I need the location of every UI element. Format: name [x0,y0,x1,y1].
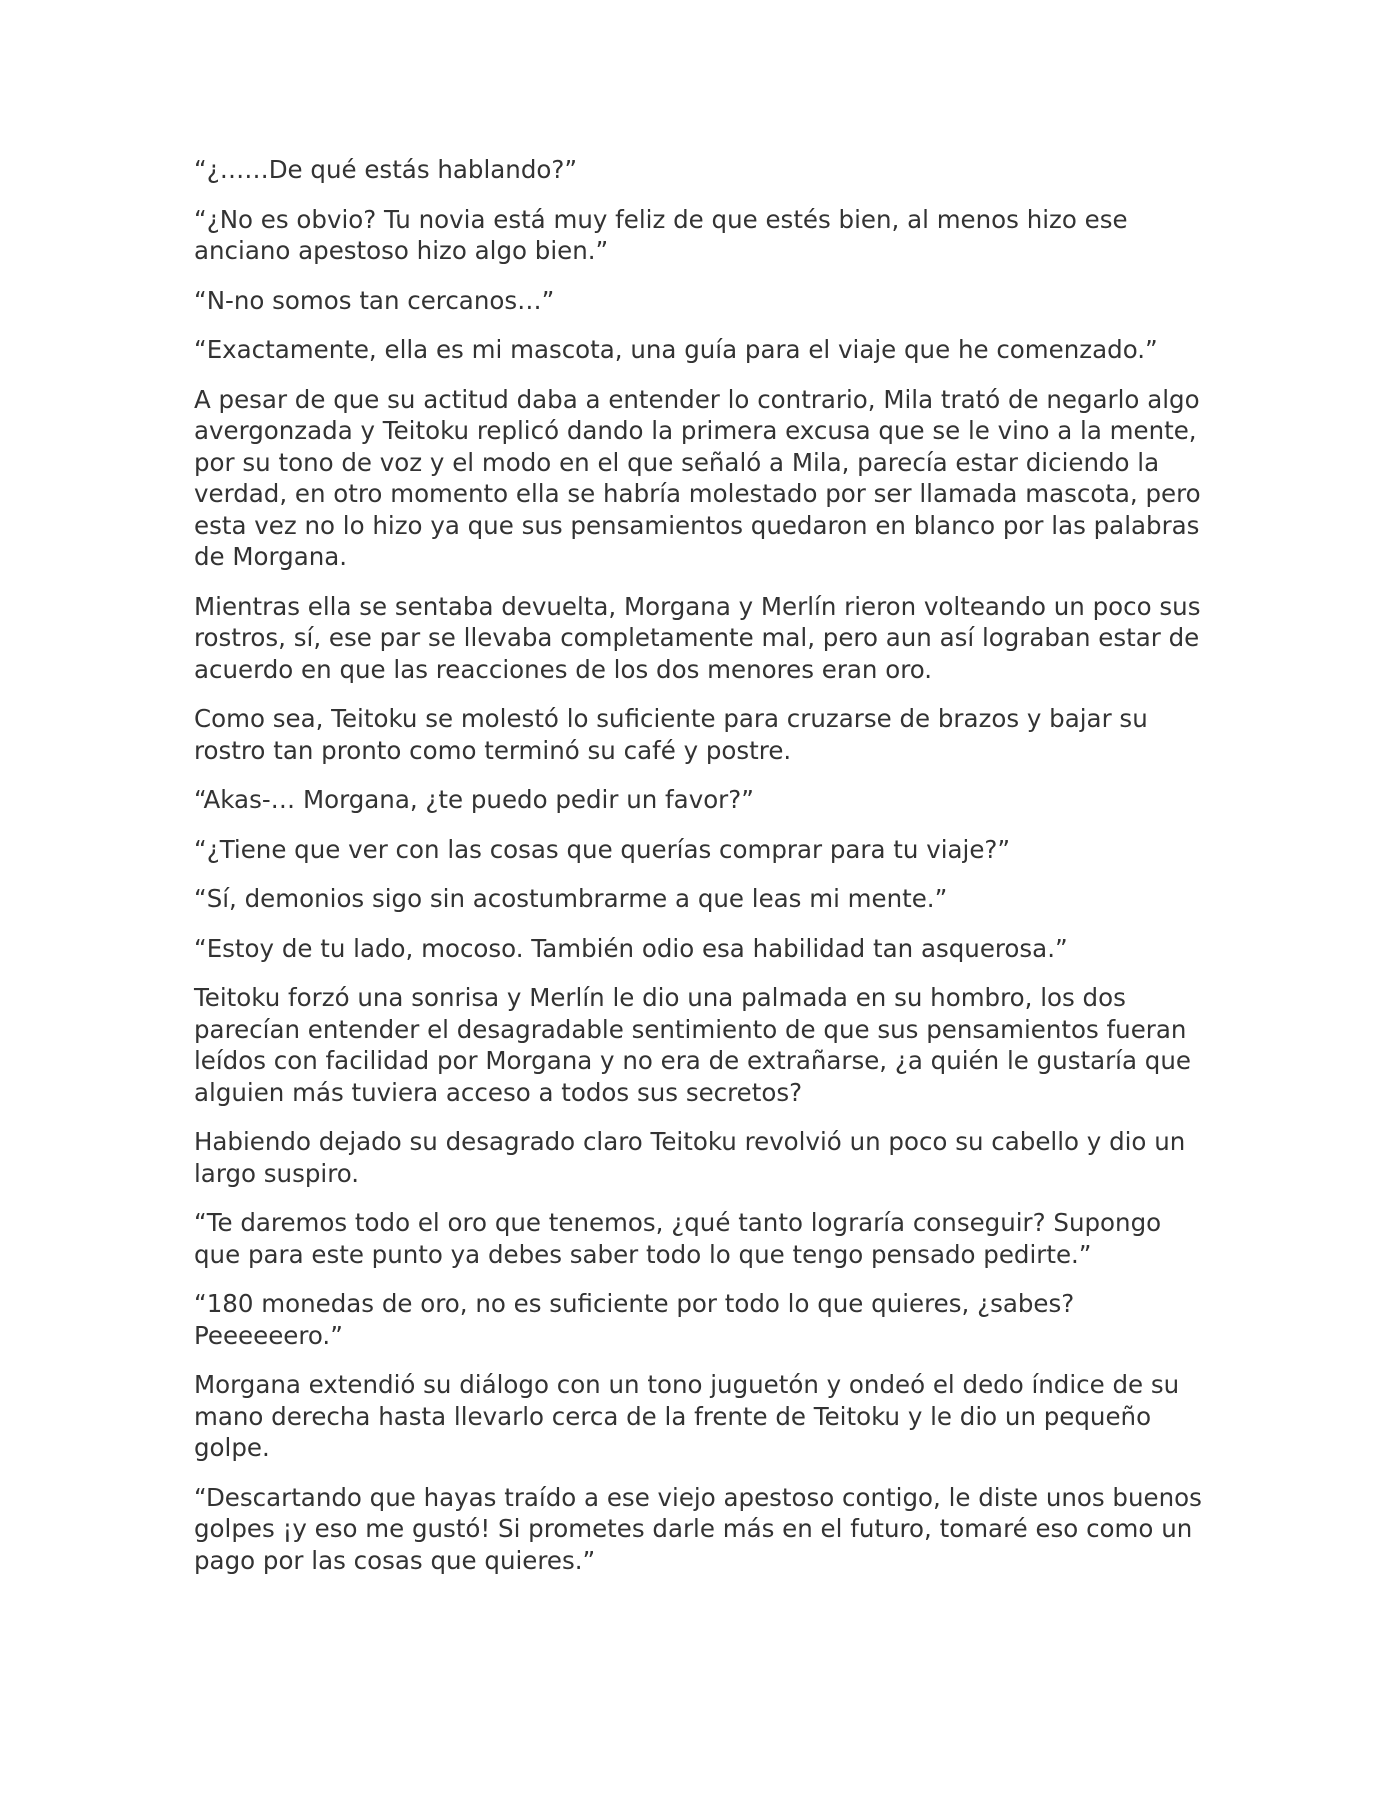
paragraph: “180 monedas de oro, no es suficiente por todo lo que quieres, ¿sabes? Peeeeeero.” [194,1289,1075,1350]
paragraph: “Akas-… Morgana, ¿te puedo pedir un favor?” [194,785,754,814]
paragraph: “Sí, demonios sigo sin acostumbrarme a que leas mi mente.” [194,884,948,913]
paragraph: “¿……De qué estás hablando?” [194,155,578,184]
paragraph: “Te daremos todo el oro que tenemos, ¿qué tanto lograría conseguir? Supongo que para este punto ya debes saber todo lo que tengo pensado pedirte.” [194,1208,1162,1269]
paragraph: Mientras ella se sentaba devuelta, Morgana y Merlín rieron volteando un poco sus rostros, sí, ese par se llevaba completamente mal, pero aun así lograban estar de acuerdo en que las reacciones de los dos menores eran oro. [194,591,1201,684]
paragraph: Morgana extendió su diálogo con un tono juguetón y ondeó el dedo índice de su mano derecha hasta llevarlo cerca de la frente de Teitoku y le dio un pequeño golpe. [194,1370,1180,1462]
paragraph: A pesar de que su actitud daba a entender lo contrario, Mila trató de negarlo algo avergonzada y Teitoku replicó dando la primera excusa que se le vino a la mente, por su tono de voz y el modo en el que señaló a Mila, parecía estar diciendo la verdad, en otro momento ella se habría molestado por ser llamada mascota, pero esta vez no lo hizo ya que sus pensamientos quedaron en blanco por las palabras de Morgana. [194,384,1201,571]
document-text [194,154,1214,1594]
paragraph: “¿No es obvio? Tu novia está muy feliz de que estés bien, al menos hizo ese anciano apestoso hizo algo bien.” [194,204,1128,265]
paragraph: “Exactamente, ella es mi mascota, una guía para el viaje que he comenzado.” [194,335,1158,364]
paragraph: “Descartando que hayas traído a ese viejo apestoso contigo, le diste unos buenos golpes ¡y eso me gustó! Si prometes darle más en el futuro, tomaré eso como un pago por las cosas que quieres.” [194,1482,1202,1575]
paragraph: “Estoy de tu lado, mocoso. También odio esa habilidad tan asquerosa.” [194,933,1068,963]
paragraph: “N-no somos tan cercanos…” [194,285,555,315]
paragraph: Teitoku forzó una sonrisa y Merlín le dio una palmada en su hombro, los dos parecían entender el desagradable sentimiento de que sus pensamientos fueran leídos con facilidad por Morgana y no era de extrañarse, ¿a quién le gustaría que alguien más tuviera acceso a todos sus secretos? [194,983,1191,1107]
paragraph: “¿Tiene que ver con las cosas que querías comprar para tu viaje?” [194,834,1011,864]
paragraph: Como sea, Teitoku se molestó lo suficiente para cruzarse de brazos y bajar su rostro tan pronto como terminó su café y postre. [194,704,1148,765]
paragraph: Habiendo dejado su desagrado claro Teitoku revolvió un poco su cabello y dio un largo suspiro. [194,1127,1186,1188]
